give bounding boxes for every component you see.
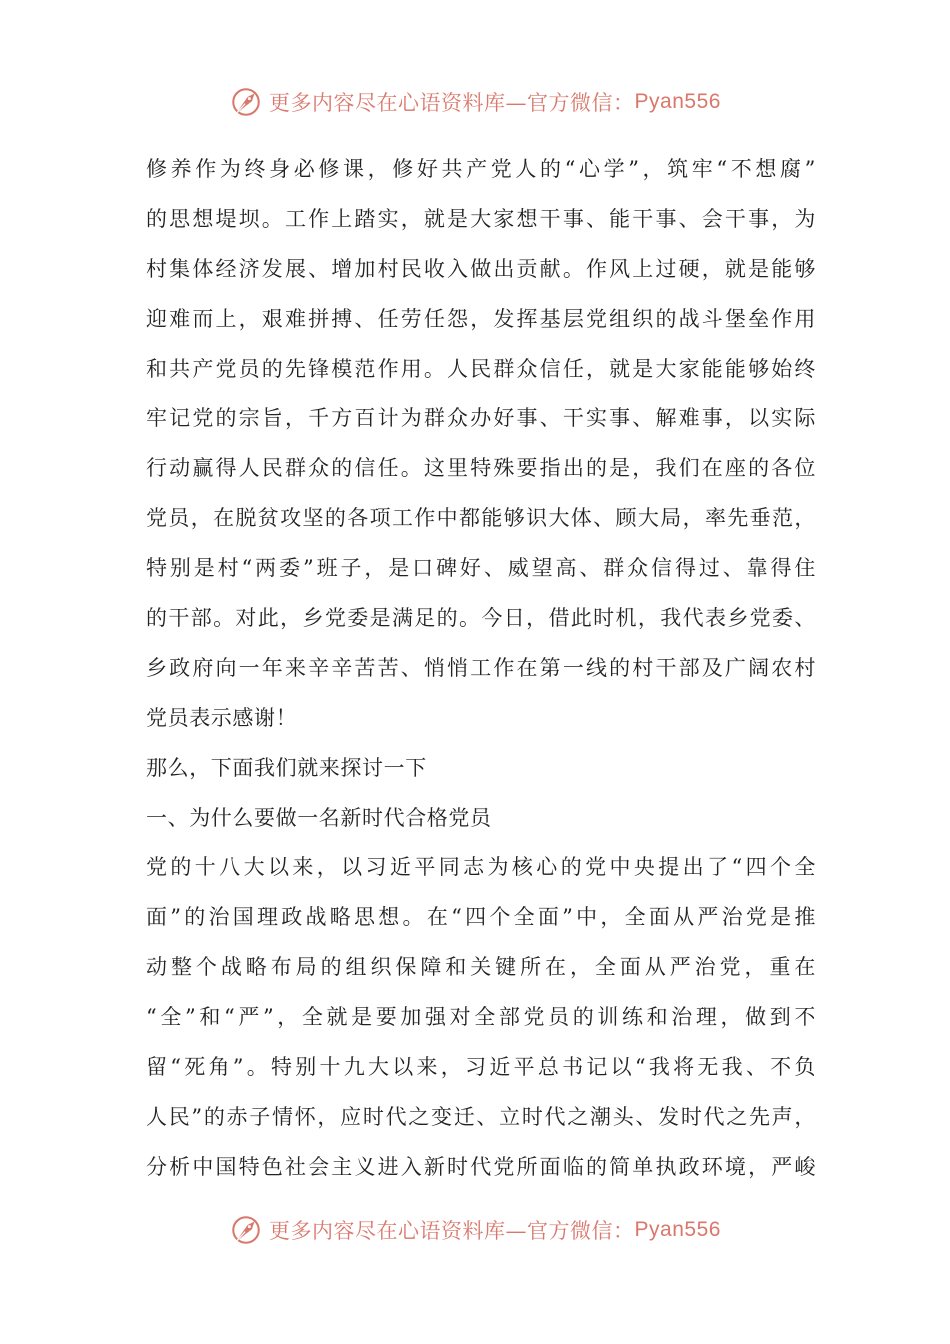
text-line: 迎难而上，艰难拼搏、任劳任怨，发挥基层党组织的战斗堡垒作用 <box>146 306 816 331</box>
text-line: 面”的治国理政战略思想。在“四个全面”中，全面从严治党是推 <box>146 905 816 930</box>
text-line: 的干部。对此，乡党委是满足的。今日，借此时机，我代表乡党委、 <box>146 606 816 631</box>
pen-nib-logo-icon <box>229 1213 263 1247</box>
text-line: 动整个战略布局的组织保障和关键所在，全面从严治党，重在 <box>146 955 816 980</box>
text-line: 牢记党的宗旨，千方百计为群众办好事、干实事、解难事，以实际 <box>146 406 816 431</box>
document-body <box>146 145 816 1193</box>
text-line: 那么，下面我们就来探讨一下 <box>146 755 427 780</box>
text-line: 留“死角”。特别十九大以来，习近平总书记以“我将无我、不负 <box>146 1055 816 1080</box>
text-line: 的思想堤坝。工作上踏实，就是大家想干事、能干事、会干事，为 <box>146 206 816 231</box>
watermark-wechat-id: Pyan556 <box>634 90 721 113</box>
text-line: 村集体经济发展、增加村民收入做出贡献。作风上过硬，就是能够 <box>146 256 816 281</box>
text-line: 修养作为终身必修课，修好共产党人的“心学”，筑牢“不想腐” <box>146 157 816 181</box>
watermark-wechat-id: Pyan556 <box>634 1218 721 1241</box>
text-line: 和共产党员的先锋模范作用。人民群众信任，就是大家能能够始终 <box>146 356 816 381</box>
text-line: 分析中国特色社会主义进入新时代党所面临的简单执政环境，严峻 <box>146 1154 816 1179</box>
watermark-text: 更多内容尽在心语资料库—官方微信： <box>269 91 635 115</box>
text-line: 乡政府向一年来辛辛苦苦、悄悄工作在第一线的村干部及广阔农村 <box>146 655 816 680</box>
text-line: 人民”的赤子情怀，应时代之变迁、立时代之潮头、发时代之先声， <box>146 1104 816 1129</box>
watermark-text: 更多内容尽在心语资料库—官方微信： <box>269 1219 635 1243</box>
text-line: 党的十八大以来，以习近平同志为核心的党中央提出了“四个全 <box>146 855 816 880</box>
text-line: “全”和“严”，全就是要加强对全部党员的训练和治理，做到不 <box>146 1005 816 1030</box>
text-line: 党员表示感谢！ <box>146 705 298 730</box>
section-heading: 一、为什么要做一名新时代合格党员 <box>146 805 492 830</box>
footer-watermark <box>0 1210 950 1250</box>
text-line: 特别是村“两委”班子，是口碑好、威望高、群众信得过、靠得住 <box>146 556 816 581</box>
text-line: 党员，在脱贫攻坚的各项工作中都能够识大体、顾大局，率先垂范， <box>146 506 816 531</box>
text-line: 行动赢得人民群众的信任。这里特殊要指出的是，我们在座的各位 <box>146 456 816 481</box>
pen-nib-logo-icon <box>229 85 263 119</box>
header-watermark <box>0 82 950 122</box>
